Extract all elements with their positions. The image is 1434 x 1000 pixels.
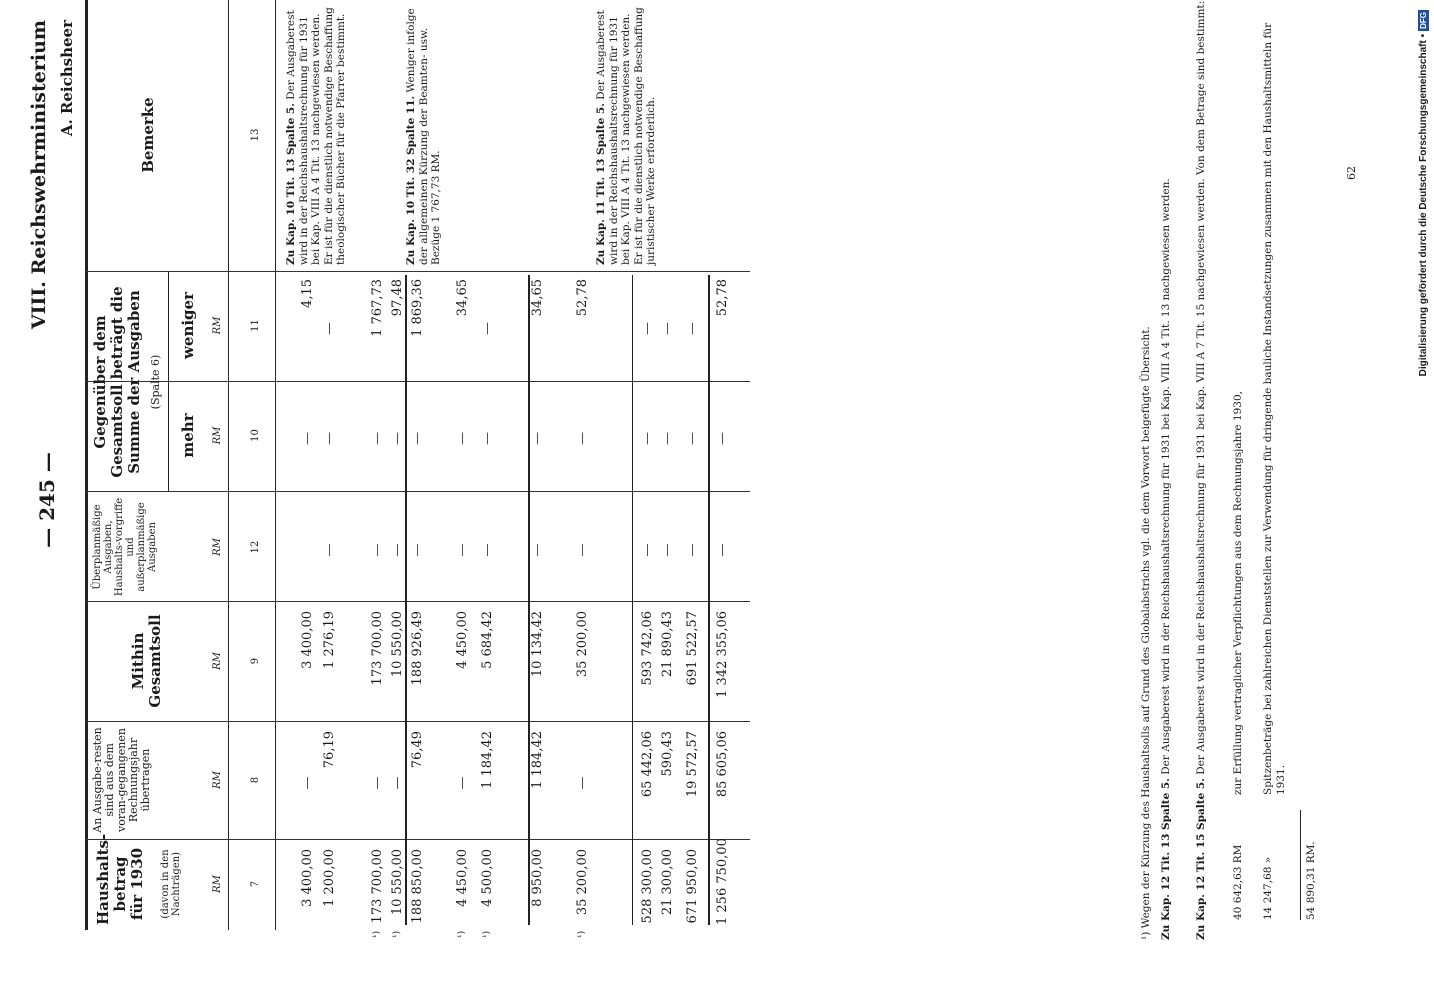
cell-c11: — (660, 322, 675, 335)
page-number: — 245 — (35, 452, 59, 548)
cell-c7: 188 850,00 (410, 849, 425, 924)
cell-c7: 10 550,00 (390, 849, 405, 916)
footnote-3-total: 54 890,31 RM. (1305, 841, 1317, 920)
remark-3-text: Der Ausgaberest wird in der Reichshaushaltsrechnung für 1931 bei Kap. VIII A 4 Tit. 13 nachgewiesen werden. Er ist für die dienstlich notwendige Beschaffung juristischer Werke erforderlich. (595, 7, 657, 265)
remark-2 (405, 5, 443, 265)
col12-header: Überplanmäßige Ausgaben, Haushalts-vorgriffe und außerplanmäßige Ausgaben (92, 497, 158, 597)
col-divider (85, 721, 750, 722)
cell-c9: 4 450,00 (455, 611, 470, 669)
col8-header: An Ausgabe-resten sind aus dem voran-gegangenen Rechnungsjahr übertragen (91, 727, 152, 833)
dfg-logo: DFG (1419, 12, 1428, 29)
cell-c9: 1 342 355,06 (715, 611, 730, 698)
cell-c10: — (530, 432, 545, 445)
remark-1-title: Zu Kap. 10 Tit. 13 Spalte 5. (285, 103, 297, 265)
col-divider (85, 601, 750, 602)
footnote-3-text-b: Spitzenbeträge bei zahlreichen Dienststellen zur Verwendung für dringende bauliche Instandsetzungen zusammen mit den Haushaltsmitteln für 1931. (1262, 22, 1287, 795)
cell-c9: 10 134,42 (530, 611, 545, 678)
col9-header: Mithin Gesamtsoll (129, 614, 164, 708)
cell-c11: — (480, 322, 495, 335)
cell-c11: 34,65 (455, 279, 470, 317)
row-footnote-marker: ¹) (482, 930, 492, 938)
cell-c9: 691 522,57 (685, 611, 700, 686)
footnote-3 (1195, 0, 1208, 940)
cell-c11: 97,48 (390, 279, 405, 317)
col7-unit: RM (212, 875, 223, 893)
col11-number: 11 (250, 319, 261, 332)
cell-c10: — (640, 432, 655, 445)
sum-rule (1300, 810, 1301, 920)
remark-1 (285, 5, 348, 265)
col-divider (85, 271, 750, 272)
col13-header: Bemerke (139, 97, 157, 173)
row-footnote-marker: ¹) (577, 930, 587, 938)
ministry-title: VIII. Reichswehrministerium (28, 20, 50, 330)
cell-c12: — (530, 543, 545, 557)
cell-c11: 34,65 (530, 279, 545, 317)
col-divider (85, 491, 750, 492)
cell-c11: — (685, 322, 700, 335)
cell-c9: 593 742,06 (640, 611, 655, 686)
cell-c8: — (300, 776, 315, 790)
remark-3-title: Zu Kap. 11 Tit. 13 Spalte 5. (595, 103, 607, 265)
colnum-rule (275, 0, 276, 930)
cell-c8: 65 442,06 (640, 731, 655, 798)
cell-c12: — (455, 543, 470, 557)
footnote-2-text: Der Ausgaberest wird in der Reichshaushaltsrechnung für 1931 bei Kap. VIII A 4 Tit. 13 nachgewiesen werden. (1160, 178, 1172, 775)
footnote-2-title: Zu Kap. 12 Tit. 13 Spalte 5. (1160, 778, 1172, 940)
cell-c9: 1 276,19 (322, 611, 337, 669)
cell-c12: — (390, 543, 405, 557)
cell-c7: 671 950,00 (685, 849, 700, 924)
cell-c7: 4 500,00 (480, 849, 495, 907)
cell-c8: 85 605,06 (715, 731, 730, 798)
cell-c12: — (685, 543, 700, 557)
row-footnote-marker: ¹) (372, 930, 382, 938)
col8-number: 8 (250, 776, 261, 784)
cell-c11: 1 767,73 (370, 279, 385, 337)
remark-2-title: Zu Kap. 10 Tit. 32 Spalte 11. (405, 95, 417, 265)
remark-2-text: Weniger infolge der allgemeinen Kürzung der Beamten- usw. Bezüge 1 767,73 RM. (405, 8, 442, 265)
remark-3 (595, 5, 658, 265)
footnote-3-amount-b: 14 247,68 » (1262, 856, 1274, 920)
row-footnote-marker: ¹) (457, 930, 467, 938)
cell-c9: 35 200,00 (575, 611, 590, 678)
col12-unit: RM (212, 538, 223, 556)
cell-c8: 19 572,57 (685, 731, 700, 798)
cell-c9: 21 890,43 (660, 611, 675, 678)
cell-c10: — (685, 432, 700, 445)
cell-c12: — (410, 543, 425, 557)
footnote-3-text: Der Ausgaberest wird in der Reichshaushaltsrechnung für 1931 bei Kap. VIII A 7 Tit. 15 nachgewiesen werden. Von dem Betrage sind bestimmt: (1195, 0, 1207, 775)
cell-c10: — (660, 432, 675, 445)
cell-c10: — (715, 432, 730, 445)
cell-c7: 4 450,00 (455, 849, 470, 907)
col7-subheader: (davon in den Nachträgen) (160, 849, 182, 919)
cell-c7: 21 300,00 (660, 849, 675, 916)
cell-c7: 1 256 750,00 (715, 838, 730, 925)
section-title: A. Reichsheer (58, 20, 76, 137)
col10-number: 10 (250, 429, 261, 442)
cell-c8: 590,43 (660, 731, 675, 777)
cell-c11: 4,15 (300, 279, 315, 308)
col7-header: Haushalts-betrag für 1930 (94, 833, 146, 925)
cell-c8: — (575, 776, 590, 790)
col9-number: 9 (250, 657, 261, 665)
footnote-3-amount-a: 40 642,63 RM (1232, 844, 1244, 920)
cell-c8: — (390, 776, 405, 790)
cell-c9: 3 400,00 (300, 611, 315, 669)
cell-c10: — (410, 432, 425, 445)
footnote-3-text-a: zur Erfüllung vertraglicher Verpflichtungen aus dem Rechnungsjahre 1930, (1232, 390, 1244, 795)
cell-c12: — (575, 543, 590, 557)
col10-unit: RM (212, 426, 223, 445)
sum-rule (708, 275, 710, 925)
col7-number: 7 (250, 880, 261, 888)
footnote-1: ¹) Wegen der Kürzung des Haushaltsolls auf Grund des Globalabstrichs vgl. die dem Vorwort beigefügte Übersicht. (1140, 326, 1152, 940)
cell-c7: 8 950,00 (530, 849, 545, 907)
cell-c10: — (300, 432, 315, 445)
col8-unit: RM (212, 771, 223, 789)
remark-1-text: Der Ausgaberest wird in der Reichshaushaltsrechnung für 1931 bei Kap. VIII A 4 Tit. 13 nachgewiesen werden. Er ist für die dienstlich notwendige Beschaffung theologischer Bücher für die Pfarrer bestimmt. (285, 7, 347, 265)
cell-c8: 1 184,42 (530, 731, 545, 789)
sum-rule (632, 275, 633, 925)
cell-c11: — (640, 322, 655, 335)
cell-c10: — (322, 432, 337, 445)
cell-c11: 1 869,36 (410, 279, 425, 337)
col10-header: mehr (179, 413, 197, 458)
col-divider (85, 839, 750, 840)
cell-c7: 1 200,00 (322, 849, 337, 907)
group-header: Gegenüber dem Gesamtsoll beträgt die Summe der Ausgaben (91, 286, 143, 478)
cell-c12: — (715, 543, 730, 557)
row-footnote-marker: ¹) (392, 930, 402, 938)
cell-c10: — (455, 432, 470, 445)
cell-c8: 1 184,42 (480, 731, 495, 789)
cell-c8: 76,49 (410, 731, 425, 769)
cell-c11: 52,78 (715, 279, 730, 317)
group-subheader: (Spalte 6) (149, 354, 162, 410)
cell-c12: — (480, 543, 495, 557)
footnote-2 (1160, 0, 1173, 940)
cell-c8: — (455, 776, 470, 790)
sum-rule (528, 275, 530, 925)
header-bottom-rule (228, 0, 229, 930)
cell-c7: 173 700,00 (370, 849, 385, 924)
col11-header: weniger (179, 292, 197, 359)
col13-number: 13 (250, 128, 261, 142)
cell-c7: 528 300,00 (640, 849, 655, 924)
cell-c9: 10 550,00 (390, 611, 405, 678)
cell-c12: — (640, 543, 655, 557)
cell-c10: — (575, 432, 590, 445)
cell-c12: — (660, 543, 675, 557)
table-top-rule (85, 0, 88, 930)
cell-c8: 76,19 (322, 731, 337, 769)
col12-number: 12 (250, 540, 261, 554)
cell-c7: 35 200,00 (575, 849, 590, 916)
group-subrule (168, 272, 169, 492)
cell-c10: — (390, 432, 405, 445)
cell-c10: — (370, 432, 385, 445)
scan-page-number: 62 (1345, 166, 1358, 180)
cell-c8: — (370, 776, 385, 790)
col11-unit: RM (212, 316, 223, 335)
footnote-3-title: Zu Kap. 12 Tit. 15 Spalte 5. (1195, 778, 1207, 940)
cell-c9: 5 684,42 (480, 611, 495, 669)
cell-c9: 173 700,00 (370, 611, 385, 686)
cell-c11: — (322, 322, 337, 335)
dfg-credit (1418, 10, 1429, 480)
col9-unit: RM (212, 652, 223, 670)
cell-c12: — (370, 543, 385, 557)
dfg-credit-text: Digitalisierung gefördert durch die Deutsche Forschungsgemeinschaft • (1418, 33, 1429, 377)
cell-c9: 188 926,49 (410, 611, 425, 686)
cell-c7: 3 400,00 (300, 849, 315, 907)
col-divider (85, 381, 750, 382)
cell-c12: — (322, 543, 337, 557)
sum-rule (405, 275, 407, 925)
cell-c11: 52,78 (575, 279, 590, 317)
cell-c10: — (480, 432, 495, 445)
